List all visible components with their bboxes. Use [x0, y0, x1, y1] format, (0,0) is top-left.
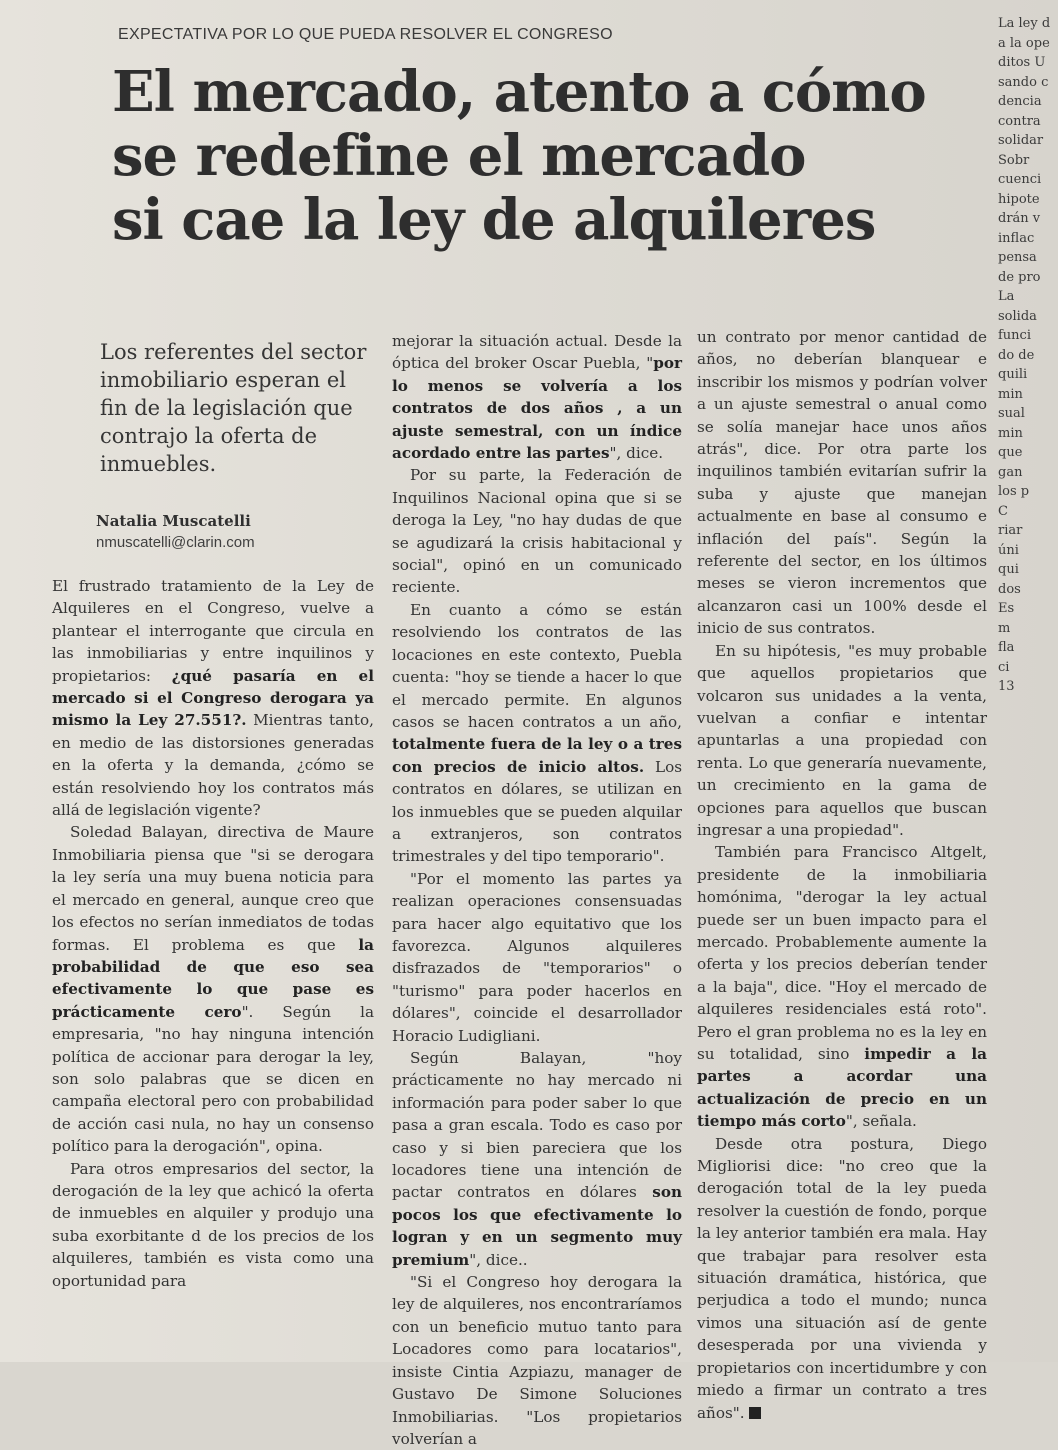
edge-text-line: riar — [998, 523, 1023, 538]
paragraph — [52, 821, 374, 1157]
edge-text-line: ci — [998, 659, 1010, 675]
paragraph — [697, 1133, 987, 1424]
edge-text-line: Es — [998, 601, 1015, 616]
headline-line: se redefine el mercado — [112, 123, 806, 189]
bold-text-run: son pocos los que efectivamente lo logran y en un segmento muy premium — [392, 1183, 682, 1269]
edge-text-line: gan — [998, 464, 1023, 480]
text-run: Soledad Balayan, directiva de Maure Inmobiliaria piensa que "si se derogara la ley sería una muy buena noticia para el mercado en general, aunque creo que los efectos no serían inmediatos de todas formas. El problema es que — [52, 823, 374, 954]
text-run: Los contratos en dólares, se utilizan en los inmuebles que se pueden alquilar a extranjeros, son contratos trimestrales y del tipo temporario". — [392, 757, 683, 866]
edge-text-line: quili — [998, 367, 1028, 382]
edge-text-line: min — [998, 386, 1023, 402]
paragraph — [52, 575, 374, 821]
text-run: En cuanto a cómo se están resolviendo los contratos de las locaciones en este contexto, Puebla cuenta: "hoy se tiende a hacer lo que el mercado permite. En algunos casos se hacen contratos a un año, — [392, 600, 682, 731]
paragraph: un contrato por menor cantidad de años, no deberían blanquear e inscribir los mismos y podrían volver a un ajuste semestral o anual como se solía manejar hace unos años atrás", dice. Por otra parte los inquilinos también evitarían sufrir la suba y ajuste que manejan actualmente en base al consumo e inflación del país". Según la referente del sector, en los últimos meses se vieron incrementos que alcanzaron casi un 100% desde el inicio de sus contratos. — [697, 328, 987, 638]
edge-text-line: úni — [998, 542, 1019, 558]
text-run: Mientras tanto, en medio de las distorsiones generadas en la oferta y la demanda, ¿cómo se están resolviendo hoy los contratos más allá de legislación vigente? — [52, 711, 374, 820]
edge-text-line: sual — [998, 406, 1025, 421]
edge-text-line: hipote — [998, 191, 1040, 207]
edge-text-line: de pro — [998, 269, 1041, 285]
paragraph — [697, 841, 987, 1132]
text-run: ", dice. — [609, 444, 664, 463]
edge-text-line: que — [998, 445, 1023, 460]
edge-text-line: sando c — [998, 74, 1049, 90]
edge-text-line: cuenci — [998, 172, 1042, 187]
kicker: EXPECTATIVA POR LO QUE PUEDA RESOLVER EL CONGRESO — [118, 26, 613, 43]
author-email: nmuscatelli@clarin.com — [96, 534, 255, 551]
edge-text-line: dencia — [998, 94, 1042, 109]
edge-text-line: ditos U — [998, 55, 1046, 70]
edge-text-line: min — [998, 425, 1023, 441]
text-run: También para Francisco Altgelt, presidente de la inmobiliaria homónima, "derogar la ley actual puede ser un buen impacto para el mercado. Probablemente aumente la oferta y los precios deberían tender a la baja", dice. "Hoy el mercado de alquileres residenciales está roto". Pero el gran problema no es la ley en su totalidad, sino — [697, 843, 987, 1063]
text-run: El frustrado tratamiento de la Ley de Alquileres en el Congreso, vuelve a plantear el interrogante que circula en las inmobiliarias y entre inquilinos y propietarios: — [52, 577, 374, 685]
paragraph: "Si el Congreso hoy derogara la ley de alquileres, nos encontraríamos con un beneficio mutuo tanto para Locadores como para locatarios", insiste Cintia Azpiazu, manager de Gustavo De Simone Soluciones Inmobiliarias. "Los propietarios volverían a — [392, 1273, 682, 1448]
edge-text-line: a la ope — [998, 35, 1050, 51]
edge-text-line: drán v — [998, 211, 1041, 226]
deck-summary: Los referentes del sector inmobiliario esperan el fin de la legislación que contrajo la oferta de inmuebles. — [100, 340, 367, 476]
adjacent-article-fragment — [998, 14, 1058, 697]
bold-text-run: ¿qué pasaría en el mercado si el Congreso derogara ya mismo la Ley 27.551?. — [52, 666, 374, 730]
edge-text-line: Sobr — [998, 152, 1030, 168]
edge-text-line: los p — [998, 484, 1030, 499]
edge-text-line: solidar — [998, 133, 1044, 148]
edge-text-line: 13 — [998, 679, 1015, 694]
edge-text-line: m — [998, 620, 1011, 636]
headline — [112, 60, 972, 252]
headline-line: si cae la ley de alquileres — [112, 187, 876, 253]
article-column-3 — [697, 326, 987, 1424]
edge-text-line: fla — [998, 640, 1015, 655]
bold-text-run: por lo menos se volvería a los contratos de dos años , a un ajuste semestral, con un índice acordado entre las partes — [392, 354, 682, 463]
edge-text-line: qui — [998, 562, 1019, 577]
bold-text-run: la probabilidad de que eso sea efectivamente lo que pase es prácticamente cero — [52, 935, 374, 1021]
edge-text-line: inflac — [998, 230, 1035, 246]
text-run: ". Según la empresaria, "no hay ninguna intención política de accionar para derogar la ley, son solo palabras que se dicen en campaña electoral pero con probabilidad de acción casi nula, no hay un consenso político para la derogación", opina. — [52, 1002, 374, 1156]
edge-text-line: do de — [998, 347, 1035, 363]
text-run: mejorar la situación actual. Desde la óptica del broker Oscar Puebla, " — [392, 332, 682, 373]
text-run: ", señala. — [845, 1112, 917, 1131]
byline — [96, 512, 376, 551]
article-column-2 — [392, 330, 682, 1450]
paragraph: Por su parte, la Federación de Inquilinos Nacional opina que si se deroga la Ley, "no hay dudas de que se agudizará la crisis habitacional y social", opinó en un comunicado reciente. — [392, 466, 682, 597]
paragraph: Para otros empresarios del sector, la derogación de la ley que achicó la oferta de inmuebles en alquiler y produjo una suba exorbitante d de los precios de los alquileres, también es vista como una oportunidad para — [52, 1159, 374, 1290]
article-column-1 — [52, 575, 374, 1292]
text-run: ", dice.. — [469, 1250, 528, 1269]
edge-text-line: solida — [998, 308, 1037, 324]
end-of-article-mark — [749, 1407, 761, 1419]
paragraph — [392, 599, 682, 868]
paragraph — [392, 1047, 682, 1271]
edge-text-line: C — [998, 503, 1008, 519]
bold-text-run: impedir a la partes a acordar una actualización de precio en un tiempo más corto — [697, 1045, 987, 1131]
edge-text-line: funci — [998, 328, 1031, 343]
edge-text-line: La — [998, 289, 1015, 304]
edge-text-line: pensa — [998, 250, 1037, 265]
edge-text-line: dos — [998, 581, 1021, 597]
text-run: Según Balayan, "hoy prácticamente no hay mercado ni información para poder saber lo que pasa a gran escala. Todo es caso por caso y si bien pareciera que los locadores tiene una intención de pactar contratos en dólares — [392, 1049, 682, 1202]
author-name: Natalia Muscatelli — [96, 512, 251, 530]
headline-line: El mercado, atento a cómo — [112, 59, 926, 125]
edge-text-line: contra — [998, 113, 1041, 129]
paragraph — [392, 330, 682, 464]
paragraph: "Por el momento las partes ya realizan operaciones consensuadas para hacer algo equitativo que los favorezca. Algunos alquileres disfrazados de "temporarios" o "turismo" para poder hacerlos en dólares", coincide el desarrollador Horacio Ludigliani. — [392, 869, 682, 1045]
edge-text-line: La ley d — [998, 16, 1051, 31]
bold-text-run: totalmente fuera de la ley o a tres con precios de inicio altos. — [392, 735, 682, 776]
paragraph: En su hipótesis, "es muy probable que aquellos propietarios que volcaron sus unidades a la venta, vuelvan a confiar e intentar apuntarlas a una propiedad con renta. Lo que generaría nuevamente, un crecimiento en la gama de opciones para aquellos que buscan ingresar a una propiedad". — [697, 641, 987, 839]
text-run: Desde otra postura, Diego Migliorisi dice: "no creo que la derogación total de la ley pueda resolver la cuestión de fondo, porque la ley anterior también era mala. Hay que trabajar para resolver esta situación dramática, histórica, que perjudica a todo el mundo; nunca vimos una situación así de gente desesperada por una vivienda y propietarios con incertidumbre y con miedo a firmar un contrato a tres años". — [697, 1134, 987, 1422]
